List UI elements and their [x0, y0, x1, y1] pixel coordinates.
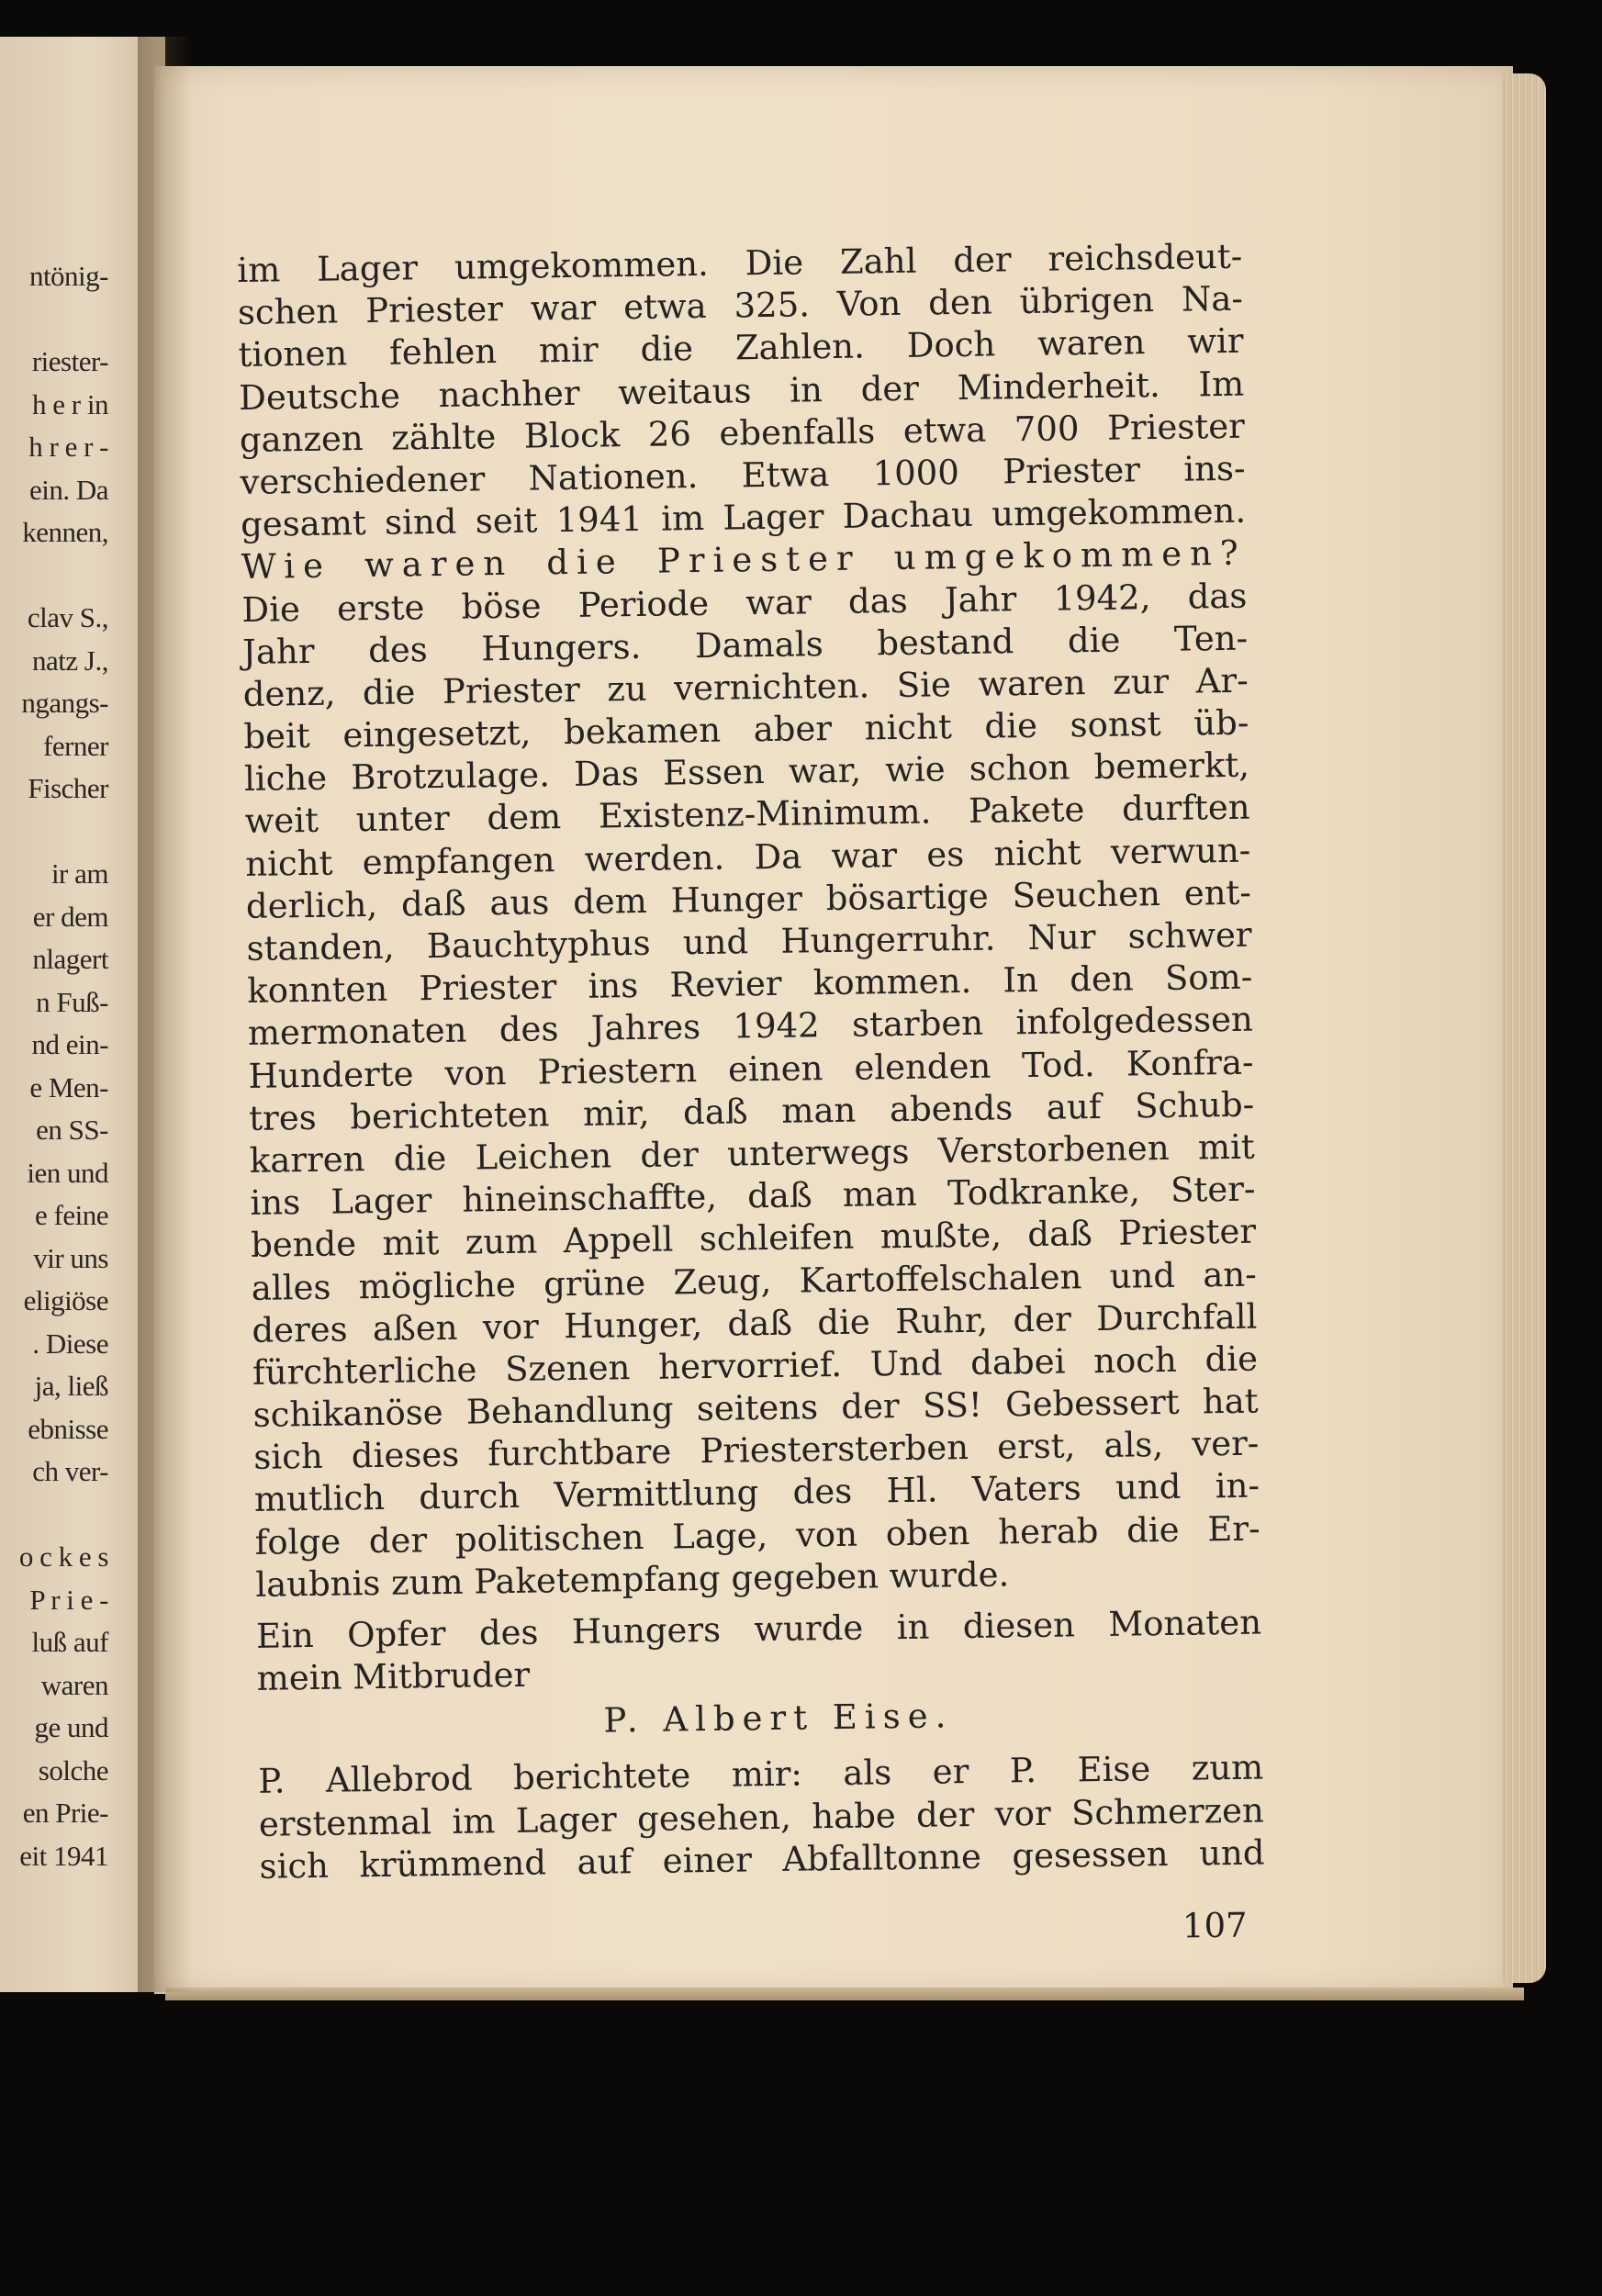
- text-line: mutlich durch Vermittlung des Hl. Vaters und in-: [253, 1466, 1260, 1520]
- text-line: weit unter dem Existenz-Minimum. Pakete durften: [244, 788, 1250, 842]
- text-line: konnten Priester ins Revier kommen. In den Som-: [246, 957, 1253, 1012]
- left-fragment: o c k e s: [18, 1540, 108, 1573]
- left-fragment: kennen,: [22, 516, 108, 548]
- text-line: Ein Opfer des Hungers wurde in diesen Monaten: [255, 1602, 1262, 1656]
- page-edge-stack: [1502, 73, 1546, 1983]
- paragraph-4: [258, 1747, 1265, 1888]
- left-fragment: e Men-: [29, 1070, 108, 1103]
- left-fragment: ntönig-: [28, 260, 108, 292]
- text-line: mermonaten des Jahres 1942 starben infolgedessen: [247, 1000, 1254, 1054]
- text-line: bende mit zum Appell schleifen mußte, daß Priester: [250, 1211, 1257, 1266]
- text-line: denz, die Priester zu vernichten. Sie waren zur Ar-: [242, 660, 1249, 714]
- text-line: Wie waren die Priester umgekommen?: [241, 532, 1248, 588]
- left-fragment: nlagert: [32, 943, 108, 975]
- left-fragment: eit 1941: [19, 1839, 108, 1872]
- text-line: fürchterliche Szenen hervorrief. Und dabei noch die: [252, 1338, 1259, 1393]
- text-line: mein Mitbruder: [256, 1654, 531, 1699]
- text-line: schikanöse Behandlung seitens der SS! Gebessert hat: [252, 1381, 1259, 1435]
- left-fragment: h e r in: [32, 387, 108, 420]
- text-line: tionen fehlen mir die Zahlen. Doch waren wir: [238, 321, 1244, 375]
- left-fragment: riester-: [31, 345, 108, 377]
- left-fragment: ge und: [34, 1711, 108, 1743]
- text-line: erstenmal im Lager gesehen, habe der vor Schmerzen: [258, 1790, 1265, 1844]
- left-page-text-fragments: [0, 255, 108, 1877]
- text-line: derlich, daß aus dem Hunger bösartige Seuchen ent-: [245, 872, 1252, 926]
- page-number: 107: [1182, 1905, 1248, 1946]
- left-fragment: waren: [40, 1668, 108, 1701]
- text-line: schen Priester war etwa 325. Von den übrigen Na-: [237, 278, 1244, 333]
- paragraph-2: [241, 532, 1261, 1607]
- book-gutter-shadow: [138, 37, 193, 1992]
- left-fragment: ngangs-: [21, 687, 108, 719]
- left-fragment: solche: [38, 1753, 108, 1786]
- text-line: tres berichteten mir, daß man abends auf Schub-: [248, 1084, 1255, 1138]
- name-heading: P. Albert Eise.: [603, 1696, 954, 1741]
- left-fragment: clav S.,: [27, 601, 108, 633]
- text-line: verschiedener Nationen. Etwa 1000 Priester ins-: [240, 448, 1246, 502]
- left-fragment: ferner: [43, 729, 108, 762]
- text-line: nicht empfangen werden. Da war es nicht verwun-: [245, 830, 1251, 884]
- left-fragment: luß auf: [31, 1626, 108, 1658]
- left-fragment: vir uns: [33, 1241, 108, 1274]
- left-fragment: ien und: [27, 1156, 108, 1189]
- text-line: Jahr des Hungers. Damals bestand die Ten-: [241, 618, 1249, 672]
- page-bottom-edge: [165, 1988, 1524, 2000]
- left-fragment: [0, 811, 108, 854]
- text-line: Die erste böse Periode war das Jahr 1942, das: [241, 576, 1248, 630]
- left-fragment: Fischer: [28, 772, 108, 804]
- left-fragment: . Diese: [32, 1327, 108, 1360]
- text-line: beit eingesetzt, bekamen aber nicht die sonst üb-: [243, 702, 1249, 757]
- text-line: liche Brotzulage. Das Essen war, wie schon bemerkt,: [243, 745, 1250, 800]
- text-line: deres aßen vor Hunger, daß die Ruhr, der Durchfall: [252, 1296, 1258, 1350]
- left-fragment: er dem: [32, 900, 108, 933]
- left-fragment: [0, 1494, 108, 1537]
- text-line: standen, Bauchtyphus und Hungerruhr. Nur schwer: [246, 914, 1252, 969]
- text-line: P. Allebrod berichtete mir: als er P. Eise zum: [258, 1747, 1264, 1802]
- text-line: alles mögliche grüne Zeug, Kartoffelschalen und an-: [251, 1254, 1257, 1308]
- text-line: Hunderte von Priestern einen elenden Tod. Konfra-: [248, 1042, 1254, 1096]
- text-line: laubnis zum Paketempfang gegeben wurde.: [255, 1554, 1010, 1605]
- text-line: sich dieses furchtbare Priestersterben erst, als, ver-: [253, 1423, 1260, 1478]
- left-fragment: [0, 298, 108, 342]
- text-line: ins Lager hineinschaffte, daß man Todkranke, Ster-: [250, 1169, 1256, 1224]
- paragraph-1: [237, 236, 1246, 547]
- text-line: sich krümmend auf einer Abfalltonne gesessen und: [259, 1832, 1265, 1887]
- left-fragment: ja, ließ: [34, 1370, 108, 1402]
- text-line: karren die Leichen der unterwegs Verstorbenen mit: [249, 1126, 1256, 1181]
- left-fragment: ch ver-: [32, 1455, 108, 1487]
- left-fragment: eligiöse: [23, 1284, 108, 1316]
- text-line: folge der politischen Lage, von oben herab die Er-: [254, 1508, 1260, 1562]
- text-line: ganzen zählte Block 26 ebenfalls etwa 700 Priester: [239, 406, 1246, 460]
- left-fragment: h r e r -: [28, 431, 108, 463]
- left-fragment: ein. Da: [28, 473, 108, 506]
- left-fragment: en Prie-: [22, 1797, 108, 1829]
- left-fragment: [0, 554, 108, 598]
- text-line: im Lager umgekommen. Die Zahl der reichsdeut-: [237, 236, 1243, 290]
- left-fragment: nd ein-: [31, 1028, 108, 1060]
- left-fragment: e feine: [35, 1199, 108, 1231]
- text-line: Deutsche nachher weitaus in der Minderheit. Im: [238, 364, 1245, 418]
- left-fragment: ir am: [50, 857, 108, 890]
- paragraph-3: [256, 1602, 1262, 1701]
- left-fragment: n Fuß-: [36, 985, 108, 1018]
- page-body-text: [237, 236, 1265, 1888]
- left-fragment: natz J.,: [32, 644, 108, 677]
- left-fragment: en SS-: [36, 1114, 108, 1146]
- left-fragment: P r i e -: [29, 1583, 108, 1616]
- left-fragment: ebnisse: [28, 1412, 108, 1445]
- text-line: gesamt sind seit 1941 im Lager Dachau umgekommen.: [240, 490, 1247, 545]
